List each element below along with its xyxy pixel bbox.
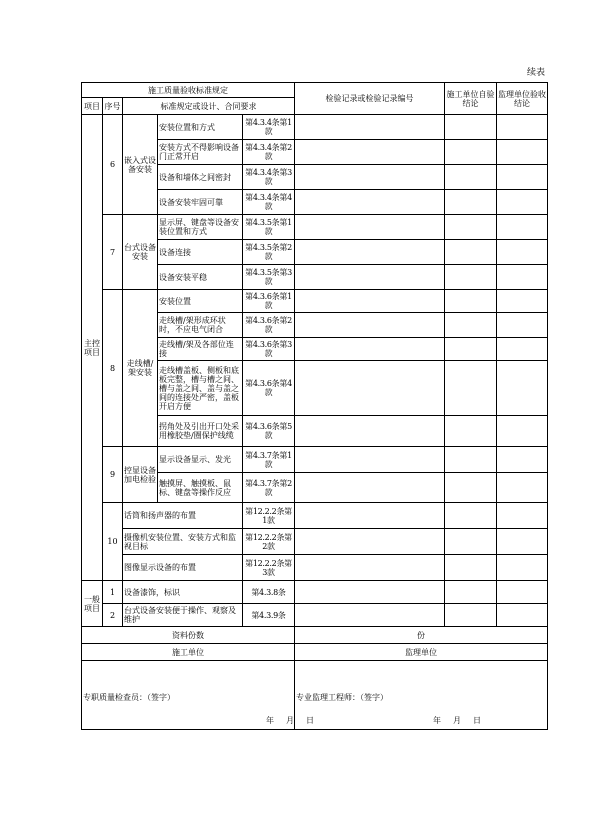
supervision-result-cell bbox=[497, 416, 548, 447]
construction-result-cell bbox=[445, 416, 497, 447]
unit-header-row bbox=[82, 644, 548, 661]
record-cell bbox=[295, 361, 445, 416]
clause-reference: 第12.2.2条第1款 bbox=[243, 503, 295, 529]
supervision-result-cell bbox=[497, 473, 548, 503]
table-row bbox=[82, 115, 548, 140]
construction-signature-cell bbox=[82, 661, 314, 730]
requirement-text: 台式设备安装便于操作、观察及维护 bbox=[123, 604, 243, 627]
requirement-column-header: 标准规定或设计、合同要求 bbox=[123, 98, 295, 115]
record-cell bbox=[295, 555, 445, 581]
supervision-result-cell bbox=[497, 165, 548, 190]
record-cell bbox=[295, 140, 445, 165]
record-cell bbox=[295, 338, 445, 361]
clause-reference: 第12.2.2条第3款 bbox=[243, 555, 295, 581]
materials-row bbox=[82, 627, 548, 644]
construction-result-cell bbox=[445, 190, 497, 215]
clause-reference: 第4.3.4条第1款 bbox=[243, 115, 295, 140]
requirement-text: 安装位置和方式 bbox=[158, 115, 243, 140]
general-items-label: 一般项目 bbox=[82, 581, 103, 627]
table-row bbox=[82, 290, 548, 313]
supervision-result-cell bbox=[497, 240, 548, 265]
clause-reference: 第4.3.8条 bbox=[243, 581, 295, 604]
signature-row bbox=[82, 661, 548, 730]
quality-inspector-signature: 专职质量检查员：（签字） bbox=[83, 692, 175, 702]
construction-result-cell bbox=[445, 290, 497, 313]
clause-reference: 第4.3.6条第3款 bbox=[243, 338, 295, 361]
inspection-form-table bbox=[81, 82, 548, 730]
construction-result-cell bbox=[445, 338, 497, 361]
requirement-text: 设备安装平稳 bbox=[158, 265, 243, 290]
supervision-result-cell bbox=[497, 447, 548, 473]
record-cell bbox=[295, 416, 445, 447]
supervision-result-cell bbox=[497, 361, 548, 416]
record-cell bbox=[295, 265, 445, 290]
row-number: 1 bbox=[103, 581, 123, 604]
requirement-text: 显示设备显示、发光 bbox=[158, 447, 243, 473]
table-row bbox=[82, 503, 548, 529]
requirement-text: 设备连接 bbox=[158, 240, 243, 265]
record-cell bbox=[295, 240, 445, 265]
clause-reference: 第12.2.2条第2款 bbox=[243, 529, 295, 555]
clause-reference: 第4.3.4条第2款 bbox=[243, 140, 295, 165]
clause-reference: 第4.3.7条第1款 bbox=[243, 447, 295, 473]
requirement-text: 走线槽/架形成环状时，不应电气闭合 bbox=[158, 313, 243, 338]
table-row bbox=[82, 581, 548, 604]
requirement-text: 显示屏、键盘等设备安装位置和方式 bbox=[158, 215, 243, 240]
supervision-result-cell bbox=[497, 503, 548, 529]
record-column-header: 检验记录或检验记录编号 bbox=[295, 83, 445, 115]
item-name: 控显设备加电检验 bbox=[123, 447, 158, 503]
supervision-result-cell bbox=[497, 265, 548, 290]
row-number: 7 bbox=[103, 215, 123, 290]
clause-reference: 第4.3.6条第2款 bbox=[243, 313, 295, 338]
item-column-header: 项目 bbox=[82, 98, 103, 115]
supervision-result-cell bbox=[497, 215, 548, 240]
main-control-items-label: 主控项目 bbox=[82, 115, 103, 581]
date-month: 月 bbox=[286, 716, 294, 725]
row-number: 8 bbox=[103, 290, 123, 447]
record-cell bbox=[295, 581, 445, 604]
table-row bbox=[82, 215, 548, 240]
clause-reference: 第4.3.6条第1款 bbox=[243, 290, 295, 313]
record-cell bbox=[295, 165, 445, 190]
construction-result-cell bbox=[445, 555, 497, 581]
record-cell bbox=[295, 529, 445, 555]
supervision-result-cell bbox=[497, 581, 548, 604]
construction-result-cell bbox=[445, 115, 497, 140]
table-row bbox=[82, 447, 548, 473]
supervision-result-header: 监理单位验收结论 bbox=[497, 83, 548, 115]
clause-reference: 第4.3.9条 bbox=[243, 604, 295, 627]
supervision-engineer-signature: 专业监理工程师：（签字） bbox=[296, 692, 388, 702]
requirement-text: 走线槽/架及各部位连接 bbox=[158, 338, 243, 361]
record-cell bbox=[295, 604, 445, 627]
item-name: 走线槽/架安装 bbox=[123, 290, 158, 447]
supervision-result-cell bbox=[497, 338, 548, 361]
requirement-text: 图像显示设备的布置 bbox=[123, 555, 243, 581]
supervision-result-cell bbox=[497, 604, 548, 627]
construction-result-cell bbox=[445, 529, 497, 555]
supervision-result-cell bbox=[497, 313, 548, 338]
item-name: 台式设备安装 bbox=[123, 215, 158, 290]
date-day: 日 bbox=[473, 716, 481, 725]
requirement-text: 设备漆饰，标识 bbox=[123, 581, 243, 604]
no-column-header: 序号 bbox=[103, 98, 123, 115]
requirement-text: 话筒和扬声器的布置 bbox=[123, 503, 243, 529]
row-number: 2 bbox=[103, 604, 123, 627]
construction-result-cell bbox=[445, 447, 497, 473]
materials-label: 资料份数 bbox=[82, 627, 295, 644]
date-year: 年 bbox=[266, 716, 274, 725]
requirement-text: 走线槽盖板、侧板和底板完整，槽与槽之间、槽与盖之间、盖与盖之间的连接处严密，盖板开启方便 bbox=[158, 361, 243, 416]
date-year: 年 bbox=[433, 716, 441, 725]
clause-reference: 第4.3.6条第5款 bbox=[243, 416, 295, 447]
requirement-text: 触摸屏、触摸板、鼠标、键盘等操作反应 bbox=[158, 473, 243, 503]
record-cell bbox=[295, 313, 445, 338]
table-row bbox=[82, 604, 548, 627]
table-row bbox=[82, 529, 548, 555]
construction-result-cell bbox=[445, 581, 497, 604]
clause-reference: 第4.3.5条第2款 bbox=[243, 240, 295, 265]
clause-reference: 第4.3.5条第1款 bbox=[243, 215, 295, 240]
construction-result-cell bbox=[445, 165, 497, 190]
construction-result-cell bbox=[445, 473, 497, 503]
construction-result-cell bbox=[445, 361, 497, 416]
continued-table-label: 续表 bbox=[527, 68, 546, 78]
clause-reference: 第4.3.4条第3款 bbox=[243, 165, 295, 190]
construction-result-cell bbox=[445, 215, 497, 240]
requirement-text: 安装位置 bbox=[158, 290, 243, 313]
supervision-result-cell bbox=[497, 555, 548, 581]
construction-result-cell bbox=[445, 503, 497, 529]
construction-result-cell bbox=[445, 313, 497, 338]
record-cell bbox=[295, 290, 445, 313]
clause-reference: 第4.3.4条第4款 bbox=[243, 190, 295, 215]
construction-result-cell bbox=[445, 240, 497, 265]
requirement-text: 安装方式不得影响设备门正常开启 bbox=[158, 140, 243, 165]
record-cell bbox=[295, 447, 445, 473]
requirement-text: 设备安装牢固可靠 bbox=[158, 190, 243, 215]
standard-group-header: 施工质量验收标准规定 bbox=[82, 83, 295, 98]
date-day: 日 bbox=[306, 716, 314, 725]
supervision-result-cell bbox=[497, 190, 548, 215]
row-number: 6 bbox=[103, 115, 123, 215]
clause-reference: 第4.3.5条第3款 bbox=[243, 265, 295, 290]
supervision-result-cell bbox=[497, 290, 548, 313]
clause-reference: 第4.3.6条第4款 bbox=[243, 361, 295, 416]
construction-unit-label: 施工单位 bbox=[82, 644, 295, 661]
clause-reference: 第4.3.7条第2款 bbox=[243, 473, 295, 503]
requirement-text: 摄像机安装位置、安装方式和监视目标 bbox=[123, 529, 243, 555]
construction-result-header: 施工单位自验结论 bbox=[445, 83, 497, 115]
row-number: 10 bbox=[103, 503, 123, 581]
record-cell bbox=[295, 190, 445, 215]
record-cell bbox=[295, 473, 445, 503]
requirement-text: 拐角处及引出开口处采用橡胶垫/圈保护线缆 bbox=[158, 416, 243, 447]
requirement-text: 设备和墙体之间密封 bbox=[158, 165, 243, 190]
supervision-unit-label: 监理单位 bbox=[295, 644, 548, 661]
date-month: 月 bbox=[453, 716, 461, 725]
supervision-signature-cell bbox=[295, 661, 548, 730]
record-cell bbox=[295, 215, 445, 240]
table-row bbox=[82, 555, 548, 581]
construction-result-cell bbox=[445, 140, 497, 165]
record-cell bbox=[295, 115, 445, 140]
construction-result-cell bbox=[445, 604, 497, 627]
materials-count-unit: 份 bbox=[295, 627, 548, 644]
construction-result-cell bbox=[445, 265, 497, 290]
record-cell bbox=[295, 503, 445, 529]
supervision-result-cell bbox=[497, 140, 548, 165]
supervision-result-cell bbox=[497, 115, 548, 140]
supervision-result-cell bbox=[497, 529, 548, 555]
row-number: 9 bbox=[103, 447, 123, 503]
item-name: 嵌入式设备安装 bbox=[123, 115, 158, 215]
